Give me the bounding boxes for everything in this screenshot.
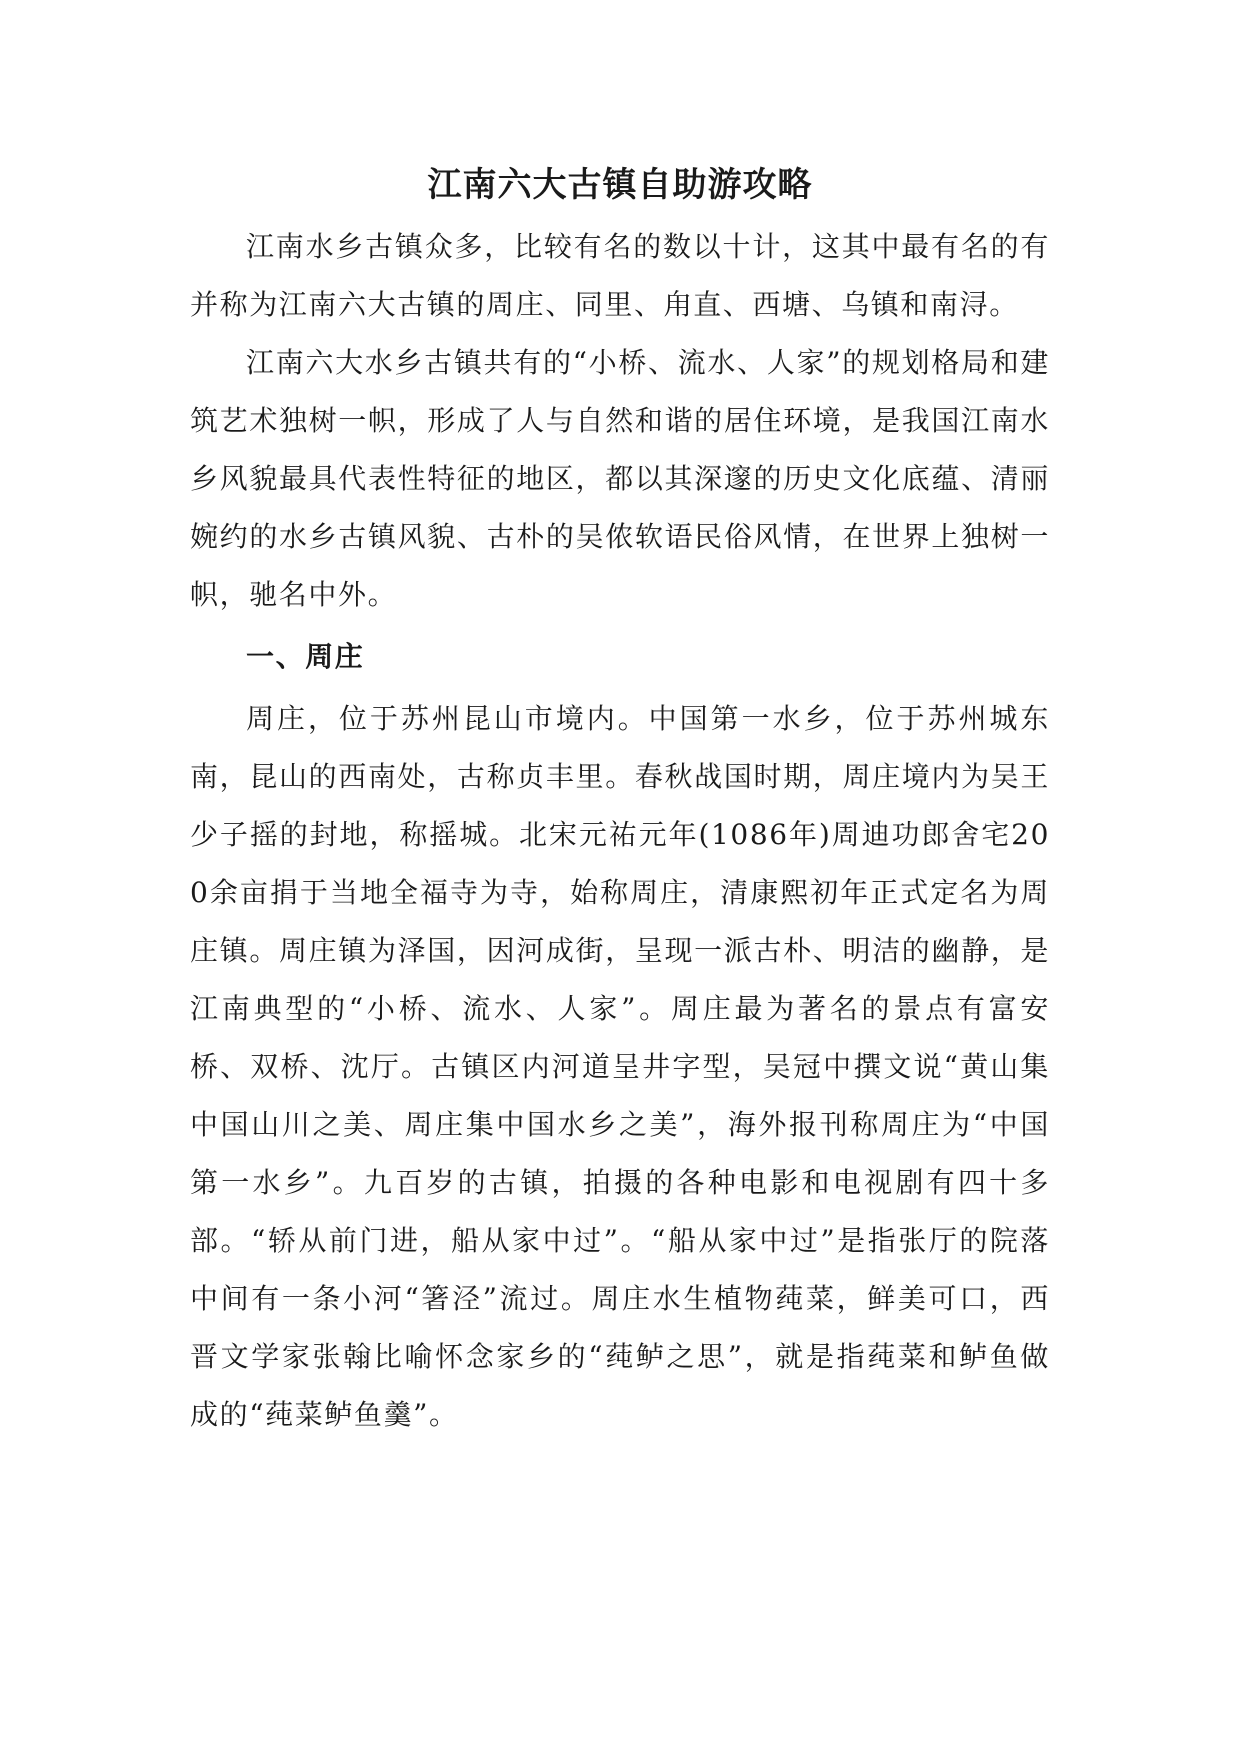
page-title: 江南六大古镇自助游攻略 bbox=[427, 165, 813, 205]
section-heading-zhouzhuang: 一、周庄 bbox=[246, 640, 365, 673]
intro-paragraph-2: 江南六大水乡古镇共有的“小桥、流水、人家”的规划格局和建筑艺术独树一帜，形成了人与自然和谐的居住环境，是我国江南水乡风貌最具代表性特征的地区，都以其深邃的历史文化底蕴、清丽婉约的水乡古镇风貌、古朴的吴侬软语民俗风情，在世界上独树一帜，驰名中外。 bbox=[190, 346, 1050, 611]
document-body bbox=[190, 152, 1050, 1444]
section-paragraph-zhouzhuang: 周庄，位于苏州昆山市境内。中国第一水乡，位于苏州城东南，昆山的西南处，古称贞丰里。春秋战国时期，周庄境内为吴王少子摇的封地，称摇城。北宋元祐元年(1086年)周迪功郎舍宅200余亩捐于当地全福寺为寺，始称周庄，清康熙初年正式定名为周庄镇。周庄镇为泽国，因河成街，呈现一派古朴、明洁的幽静，是江南典型的“小桥、流水、人家”。周庄最为著名的景点有富安桥、双桥、沈厅。古镇区内河道呈井字型，吴冠中撰文说“黄山集中国山川之美、周庄集中国水乡之美”，海外报刊称周庄为“中国第一水乡”。九百岁的古镇，拍摄的各种电影和电视剧有四十多部。“轿从前门进，船从家中过”。“船从家中过”是指张厅的院落中间有一条小河“箸泾”流过。周庄水生植物莼菜，鲜美可口，西晋文学家张翰比喻怀念家乡的“莼鲈之思”，就是指莼菜和鲈鱼做成的“莼菜鲈鱼羹”。 bbox=[190, 702, 1050, 1431]
intro-paragraph-1: 江南水乡古镇众多，比较有名的数以十计，这其中最有名的有并称为江南六大古镇的周庄、同里、甪直、西塘、乌镇和南浔。 bbox=[190, 230, 1050, 321]
